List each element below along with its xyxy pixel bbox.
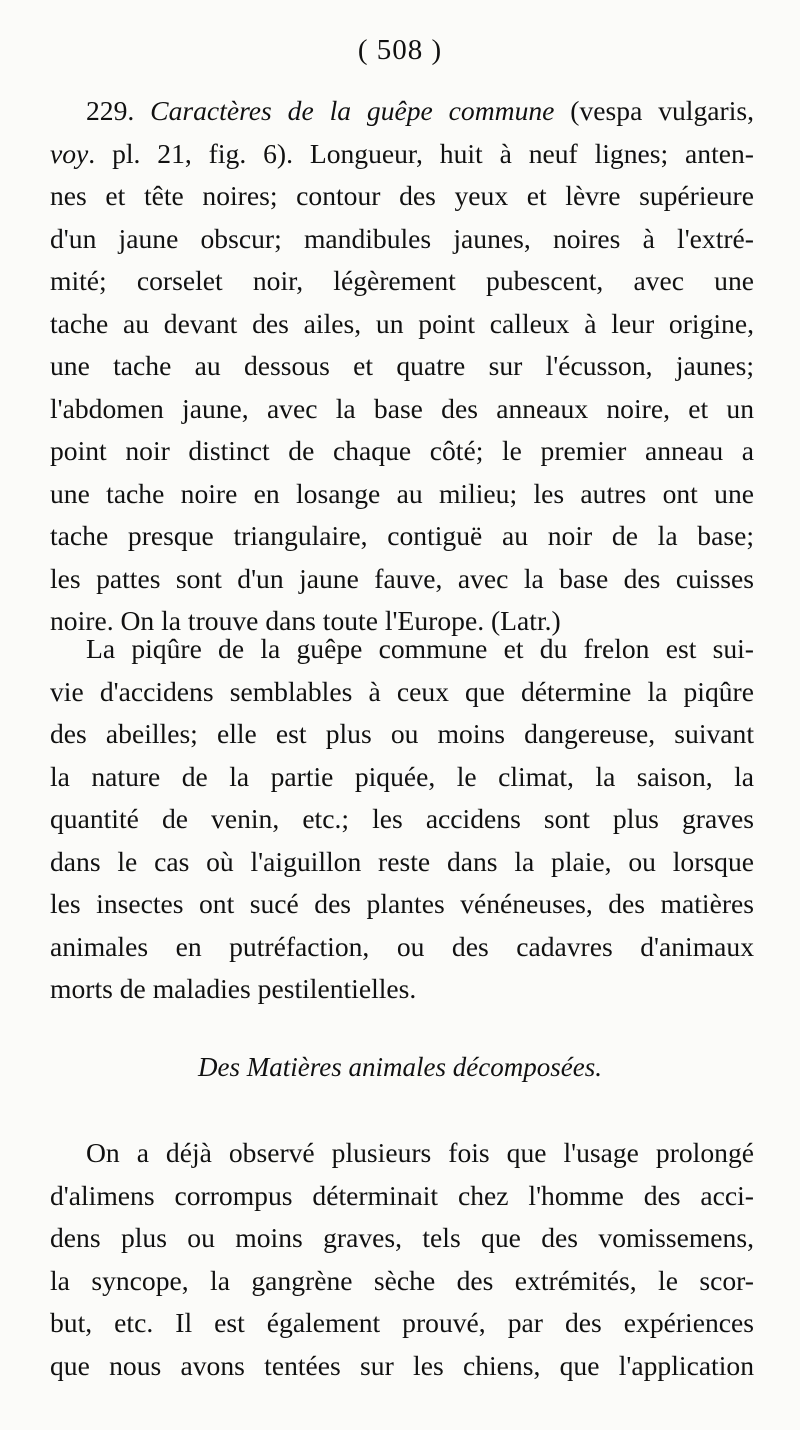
text-line: animales en putréfaction, ou des cadavres d'animaux [50, 930, 754, 962]
text-line [50, 515, 754, 558]
text-line [50, 473, 754, 516]
text-line: la syncope, la gangrène sèche des extrémités, le scor- [50, 1264, 754, 1296]
text-line [50, 388, 754, 431]
text-segment: l'abdomen jaune, avec la base des anneaux noire, et un [50, 392, 754, 424]
paragraph-sting-effects [50, 628, 754, 1011]
text-line: que nous avons tentées sur les chiens, que l'application [50, 1349, 754, 1381]
text-line [50, 345, 754, 388]
text-line: vie d'accidens semblables à ceux que détermine la piqûre [50, 675, 754, 707]
text-segment: point noir distinct de chaque côté; le premier anneau a [50, 435, 754, 466]
paragraph-decomposed-matter [50, 1132, 754, 1387]
text-segment: tache au devant des ailes, un point calleux à leur origine, [50, 307, 754, 339]
text-line [50, 90, 754, 133]
text-segment: noire. On la trouve dans toute l'Europe. (Latr.) [50, 605, 561, 636]
text-segment: nes et tête noires; contour des yeux et lèvre supérieure [50, 180, 754, 211]
text-line: d'alimens corrompus déterminait chez l'homme des acci- [50, 1179, 754, 1211]
section-heading: Des Matières animales décomposées. [198, 1052, 602, 1082]
text-line: but, etc. Il est également prouvé, par des expériences [50, 1307, 754, 1338]
text-line: dens plus ou moins graves, tels que des vomissemens, [50, 1222, 754, 1253]
text-line: dans le cas où l'aiguillon reste dans la plaie, ou lorsque [50, 845, 754, 877]
italic-text: voy [50, 137, 89, 169]
text-line: quantité de venin, etc.; les accidens sont plus graves [50, 803, 754, 834]
text-line [50, 260, 754, 303]
text-line [50, 303, 754, 346]
text-segment: mité; corselet noir, légèrement pubescent, avec une [50, 265, 754, 296]
page-number: ( 508 ) [357, 34, 443, 66]
text-line: La piqûre de la guêpe commune et du frelon est sui- [86, 633, 754, 664]
text-line: morts de maladies pestilentielles. [50, 973, 417, 1004]
text-line [50, 430, 754, 473]
text-line: On a déjà observé plusieurs fois que l'usage prolongé [86, 1137, 754, 1168]
text-line [50, 218, 754, 261]
text-segment: les pattes sont d'un jaune fauve, avec la base des cuisses [50, 562, 754, 594]
text-segment: . pl. 21, fig. 6). Longueur, huit à neuf lignes; anten- [88, 137, 754, 169]
italic-text: Caractères de la guêpe commune [150, 95, 555, 126]
paragraph-wasp-characteristics [50, 90, 754, 643]
text-line [50, 175, 754, 218]
text-segment: tache presque triangulaire, contiguë au noir de la base; [50, 520, 754, 551]
text-segment: une tache au dessous et quatre sur l'écusson, jaunes; [50, 350, 754, 381]
text-line [50, 558, 754, 601]
text-line [50, 133, 754, 176]
text-line: la nature de la partie piquée, le climat, la saison, la [50, 760, 754, 792]
text-line: des abeilles; elle est plus ou moins dangereuse, suivant [50, 718, 754, 749]
text-segment: 229. [86, 95, 151, 126]
text-segment: d'un jaune obscur; mandibules jaunes, noires à l'extré- [50, 222, 754, 254]
text-segment: (vespa vulgaris, [554, 95, 754, 126]
text-segment: une tache noire en losange au milieu; les autres ont une [50, 477, 754, 509]
text-line: les insectes ont sucé des plantes vénéneuses, des matières [50, 888, 754, 919]
